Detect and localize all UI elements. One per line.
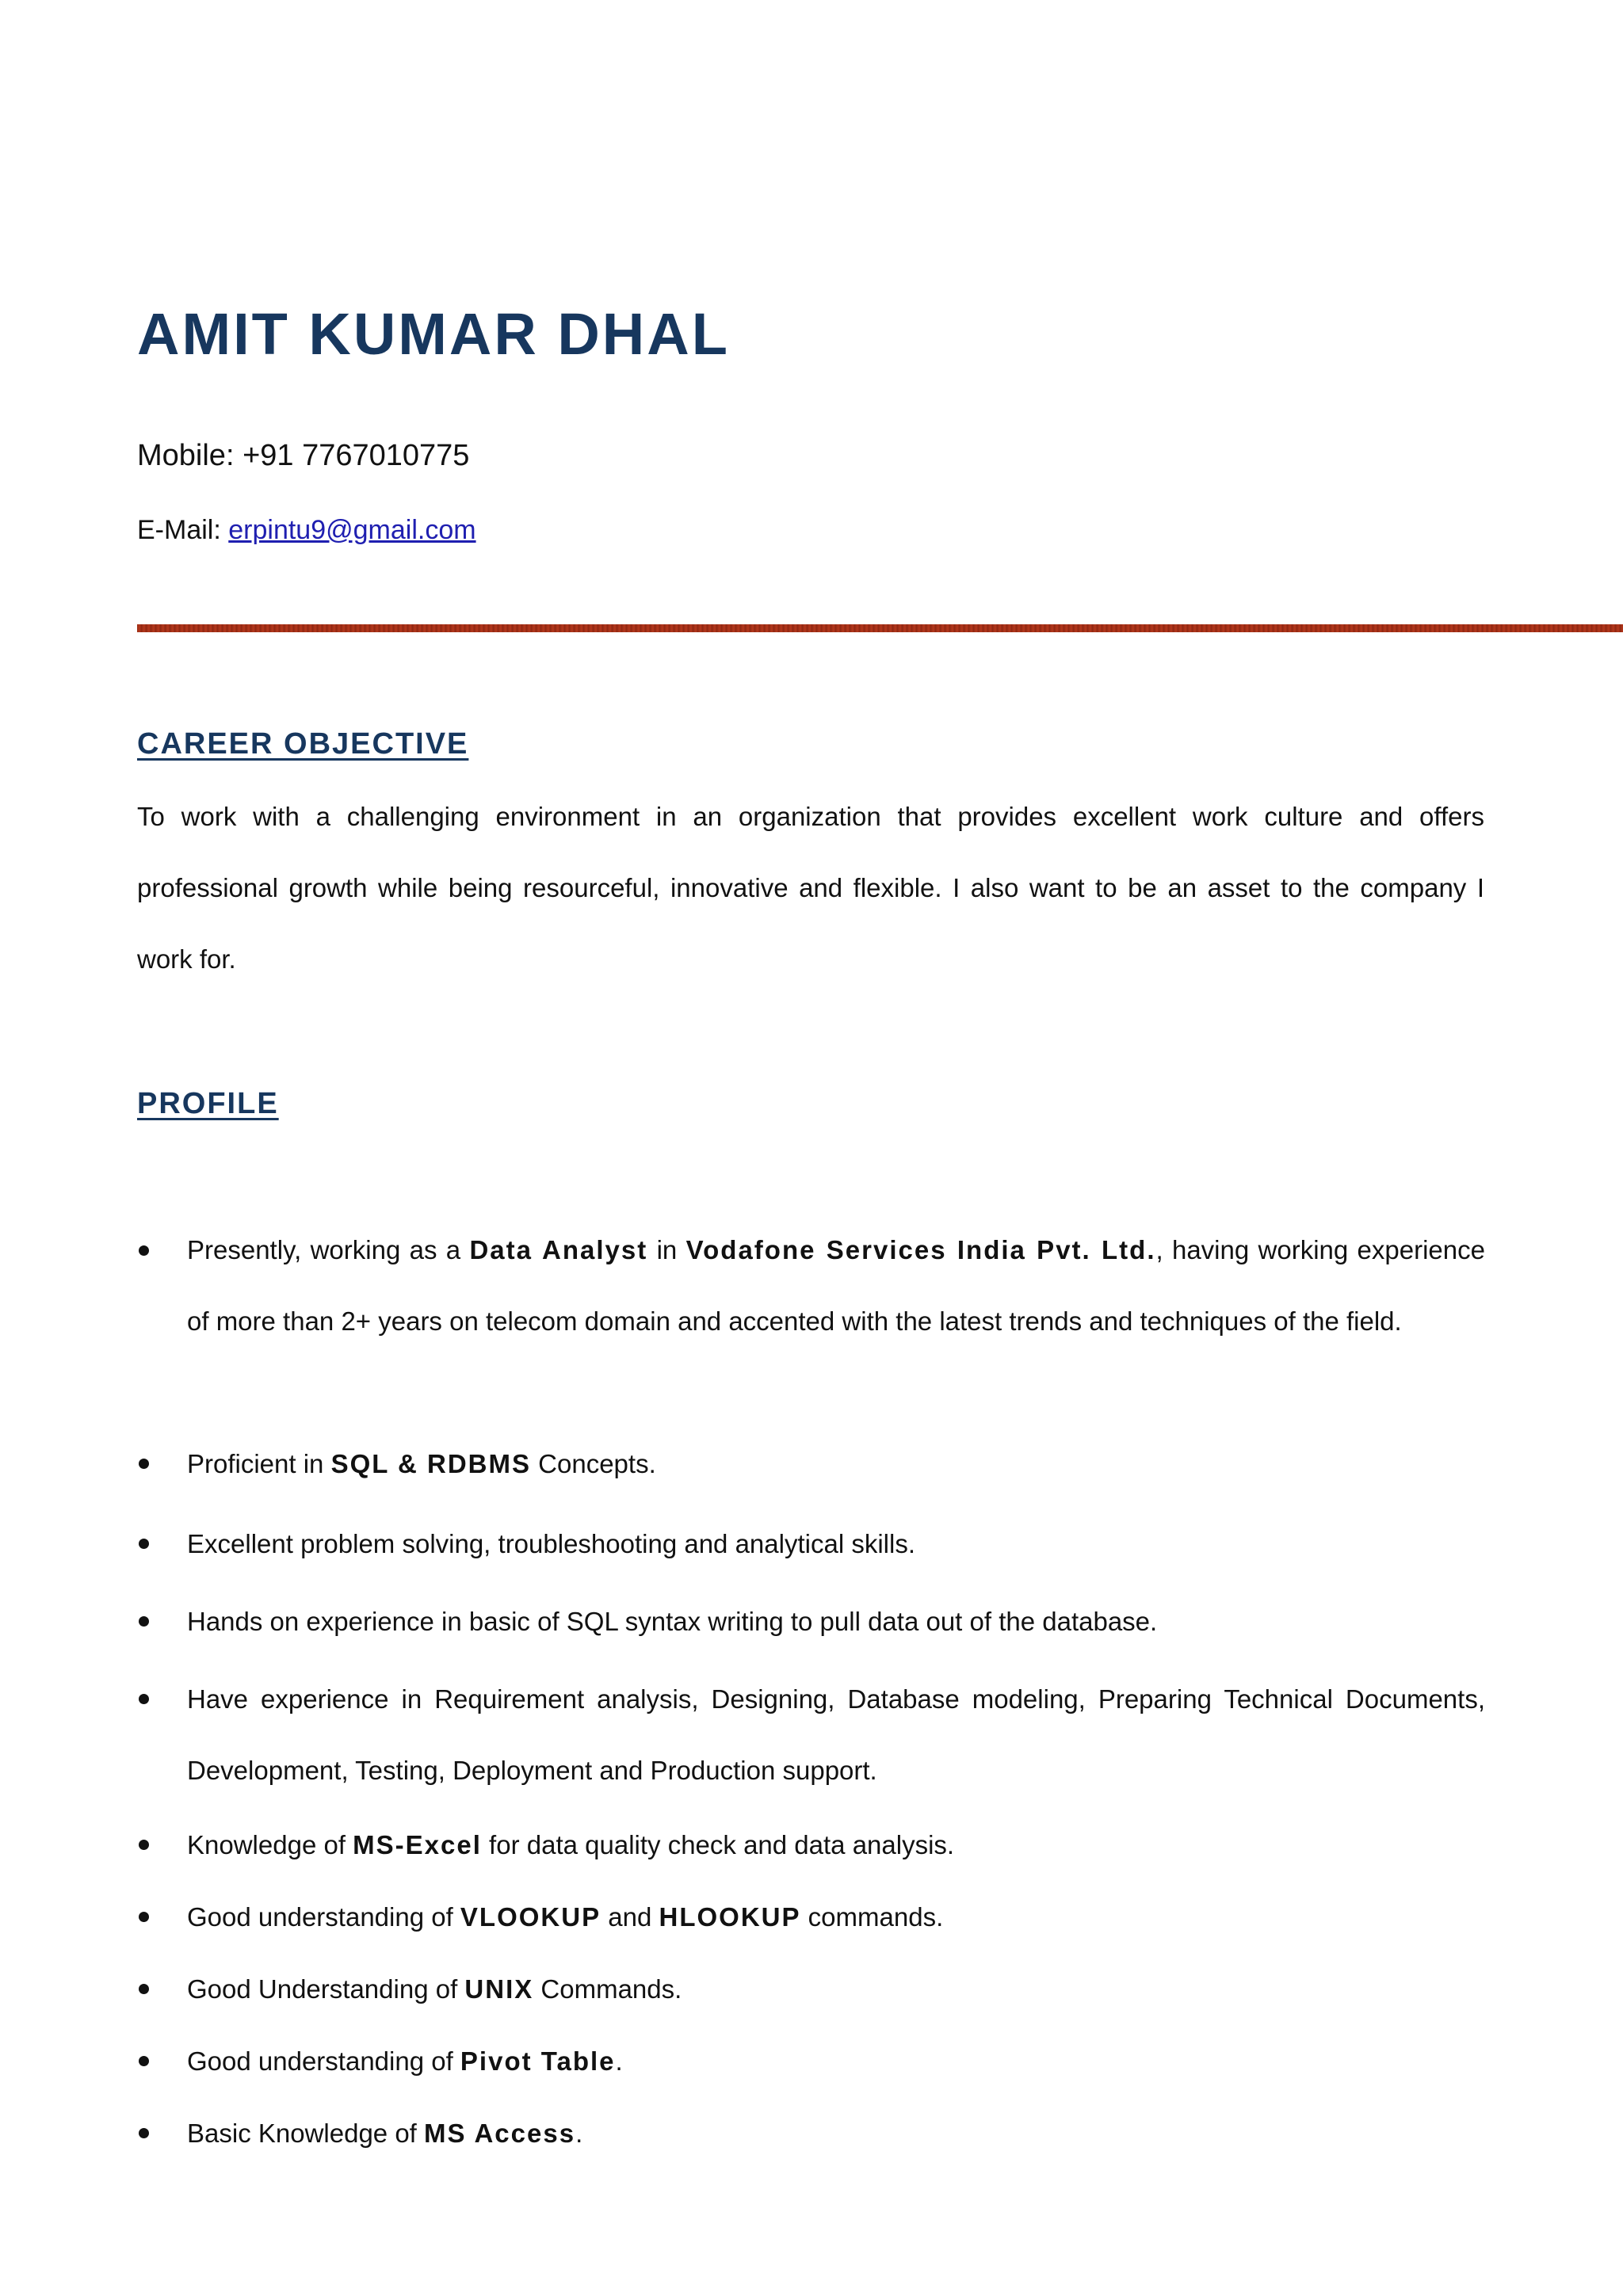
- bullet-icon: [139, 2128, 149, 2138]
- list-item: Good Understanding of UNIX Commands.: [187, 1974, 682, 2004]
- bullet-icon: [139, 2056, 149, 2066]
- list-item: Basic Knowledge of MS Access.: [187, 2119, 583, 2148]
- list-item: Good understanding of VLOOKUP and HLOOKUP commands.: [187, 1902, 944, 1932]
- candidate-name: AMIT KUMAR DHAL: [137, 301, 730, 367]
- career-objective-text: To work with a challenging environment in an organization that provides excellent work culture and offers professional growth while being resourceful, innovative and flexible. I also want to be an asset to the company I work for.: [137, 802, 1484, 974]
- bullet-icon: [139, 1694, 149, 1704]
- mobile-label: Mobile:: [137, 439, 235, 472]
- bullet-icon: [139, 1245, 149, 1256]
- bullet-icon: [139, 1459, 149, 1469]
- email-link[interactable]: erpintu9@gmail.com: [228, 515, 476, 545]
- list-item: Knowledge of MS-Excel for data quality check and data analysis.: [187, 1830, 955, 1859]
- list-item: Proficient in SQL & RDBMS Concepts.: [187, 1449, 656, 1478]
- list-item: Hands on experience in basic of SQL syntax writing to pull data out of the database.: [187, 1607, 1158, 1636]
- bullet-icon: [139, 1840, 149, 1850]
- mobile-value: +91 7767010775: [242, 439, 470, 472]
- bullet-icon: [139, 1539, 149, 1549]
- career-objective-heading: CAREER OBJECTIVE: [137, 727, 469, 761]
- profile-heading: PROFILE: [137, 1087, 279, 1120]
- bullet-icon: [139, 1616, 149, 1627]
- bullet-icon: [139, 1912, 149, 1922]
- list-item: Presently, working as a Data Analyst in Vodafone Services India Pvt. Ltd., having working experience of more than 2+ years on telecom domain and accented with the latest trends and techniques of the field.: [187, 1235, 1485, 1336]
- bullet-icon: [139, 1984, 149, 1994]
- list-item: Excellent problem solving, troubleshooting and analytical skills.: [187, 1529, 915, 1558]
- list-item: Have experience in Requirement analysis, Designing, Database modeling, Preparing Technical Documents, Development, Testing, Deployment and Production support.: [187, 1684, 1485, 1785]
- list-item: Good understanding of Pivot Table.: [187, 2046, 623, 2076]
- email-label: E-Mail:: [137, 515, 221, 545]
